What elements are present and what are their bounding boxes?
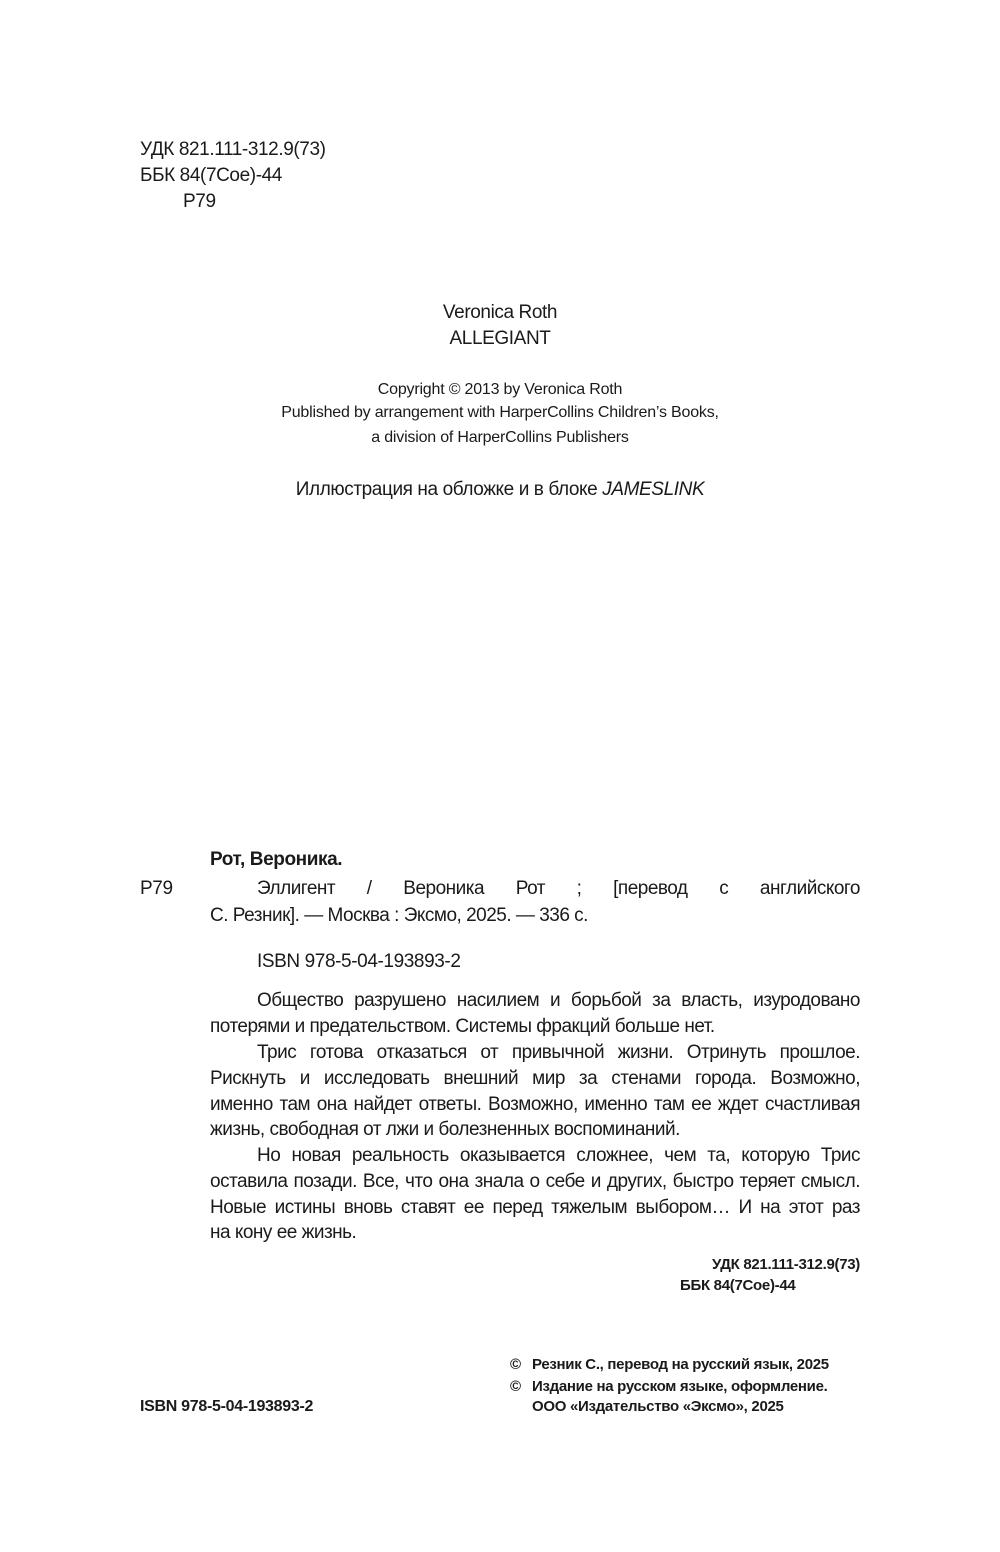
annotation-line: Трис готова отказаться от привычной жизни. Отринуть прошлое. [257, 1042, 860, 1063]
catalog-entry-line: С. Резник]. — Москва : Эксмо, 2025. — 336 с. [210, 905, 588, 926]
copyright-symbol: © [510, 1356, 521, 1373]
catalog-udk: УДК 821.111-312.9(73) [711, 1256, 860, 1273]
footer-isbn: ISBN 978-5-04-193893-2 [140, 1398, 314, 1415]
annotation-line: Новые истины вновь ставят ее перед тяжелым выбором… И на этот раз [210, 1197, 860, 1218]
author-mark: Р79 [183, 191, 216, 212]
illustration-artist: JAMESLINK [602, 479, 705, 500]
original-title: ALLEGIANT [449, 328, 551, 349]
illustration-text: Иллюстрация на обложке и в блоке [295, 479, 603, 500]
catalog-entry-line: Эллигент / Вероника Рот ; [перевод с английского [257, 878, 860, 899]
illustration-credit [0, 477, 1000, 503]
copyright-symbol: © [510, 1378, 521, 1395]
bbk-code: ББК 84(7Сое)-44 [140, 165, 282, 186]
annotation-line: оставила позади. Все, что она знала о себе и других, быстро теряет смысл. [210, 1171, 860, 1192]
annotation-line: Общество разрушено насилием и борьбой за власть, изуродовано [257, 990, 860, 1011]
annotation-line: потерями и предательством. Системы фракций больше нет. [210, 1016, 715, 1037]
annotation-line: на кону ее жизнь. [210, 1222, 357, 1243]
annotation-line: Но новая реальность оказывается сложнее, чем та, которую Трис [257, 1145, 860, 1166]
catalog-bbk: ББК 84(7Сое)-44 [680, 1277, 796, 1294]
annotation-line: жизнь, свободная от лжи и болезненных воспоминаний. [210, 1119, 680, 1140]
original-author: Veronica Roth [442, 302, 558, 323]
annotation-line: Рискнуть и исследовать внешний мир за стенами города. Возможно, [210, 1068, 860, 1089]
annotation-line: именно там она найдет ответы. Возможно, именно там ее ждет счастливая [210, 1094, 860, 1115]
copyright-line: ООО «Издательство «Эксмо», 2025 [532, 1398, 784, 1415]
copyright-line: Резник С., перевод на русский язык, 2025 [532, 1356, 829, 1373]
rights-line: Published by arrangement with HarperCollins Children’s Books, [281, 404, 719, 421]
copyright-line: Издание на русском языке, оформление. [532, 1378, 828, 1395]
catalog-heading: Рот, Вероника. [210, 849, 343, 870]
catalog-mark: Р79 [140, 878, 173, 899]
udk-code: УДК 821.111-312.9(73) [140, 139, 326, 160]
catalog-isbn: ISBN 978-5-04-193893-2 [257, 951, 461, 972]
rights-line: a division of HarperCollins Publishers [371, 429, 629, 446]
rights-line: Copyright © 2013 by Veronica Roth [377, 381, 623, 398]
